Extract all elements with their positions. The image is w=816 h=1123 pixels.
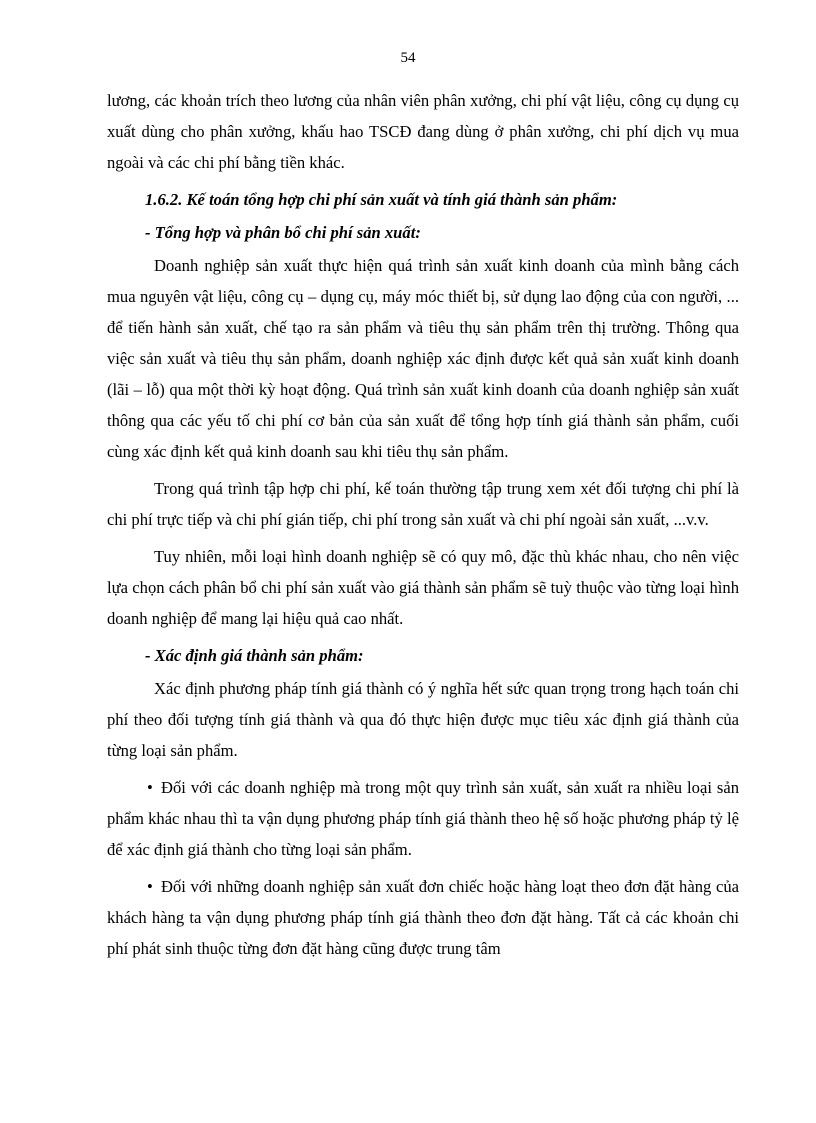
bullet-icon: • (147, 877, 153, 896)
paragraph-production-process: Doanh nghiệp sản xuất thực hiện quá trình sản xuất kinh doanh của mình bằng cách mua nguyên vật liệu, công cụ – dụng cụ, máy móc thiết bị, sử dụng lao động của con người, ... để tiến hành sản xuất, chế tạo ra sản phẩm và tiêu thụ sản phẩm trên thị trường. Thông qua việc sản xuất và tiêu thụ sản phẩm, doanh nghiệp xác định được kết quả sản xuất kinh doanh (lãi – lỗ) qua một thời kỳ hoạt động. Quá trình sản xuất kinh doanh của doanh nghiệp sản xuất thông qua các yếu tố chi phí cơ bản của sản xuất để tổng hợp tính giá thành sản phẩm, cuối cùng xác định kết quả kinh doanh sau khi tiêu thụ sản phẩm. (107, 256, 739, 461)
paragraph-costing-method: Xác định phương pháp tính giá thành có ý nghĩa hết sức quan trọng trong hạch toán chi phí theo đối tượng tính giá thành và qua đó thực hiện được mục tiêu xác định giá thành của từng loại sản phẩm. (107, 679, 739, 760)
subheading-cost-determination: - Xác định giá thành sản phẩm: (145, 646, 364, 665)
paragraph-allocation-choice: Tuy nhiên, mỗi loại hình doanh nghiệp sẽ có quy mô, đặc thù khác nhau, cho nên việc lựa chọn cách phân bổ chi phí sản xuất vào giá thành sản phẩm sẽ tuỳ thuộc vào từng loại hình doanh nghiệp để mang lại hiệu quả cao nhất. (107, 547, 739, 628)
bullet-icon: • (147, 778, 153, 797)
bullet-item-multi-product (107, 772, 739, 865)
bullet-text: Đối với những doanh nghiệp sản xuất đơn chiếc hoặc hàng loạt theo đơn đặt hàng của khách hàng ta vận dụng phương pháp tính giá thành theo đơn đặt hàng. Tất cả các khoản chi phí phát sinh thuộc từng đơn đặt hàng cũng được trung tâm (107, 877, 739, 958)
bullet-text: Đối với các doanh nghiệp mà trong một quy trình sản xuất, sản xuất ra nhiều loại sản phẩm khác nhau thì ta vận dụng phương pháp tính giá thành theo hệ số hoặc phương pháp tỷ lệ để xác định giá thành cho từng loại sản phẩm. (107, 778, 739, 859)
page-content (107, 85, 739, 964)
subheading-cost-aggregation: - Tổng hợp và phân bổ chi phí sản xuất: (145, 223, 421, 242)
section-heading-1-6-2: 1.6.2. Kế toán tổng hợp chi phí sản xuất và tính giá thành sản phẩm: (145, 190, 618, 209)
page-number: 54 (400, 50, 416, 66)
paragraph-continuation: lương, các khoản trích theo lương của nhân viên phân xưởng, chi phí vật liệu, công cụ dụng cụ xuất dùng cho phân xưởng, khấu hao TSCĐ đang dùng ở phân xưởng, chi phí dịch vụ mua ngoài và các chi phí bằng tiền khác. (107, 91, 739, 172)
paragraph-cost-collection: Trong quá trình tập hợp chi phí, kế toán thường tập trung xem xét đối tượng chi phí là chi phí trực tiếp và chi phí gián tiếp, chi phí trong sản xuất và chi phí ngoài sản xuất, ...v.v. (107, 479, 739, 529)
bullet-item-order-based (107, 871, 739, 964)
